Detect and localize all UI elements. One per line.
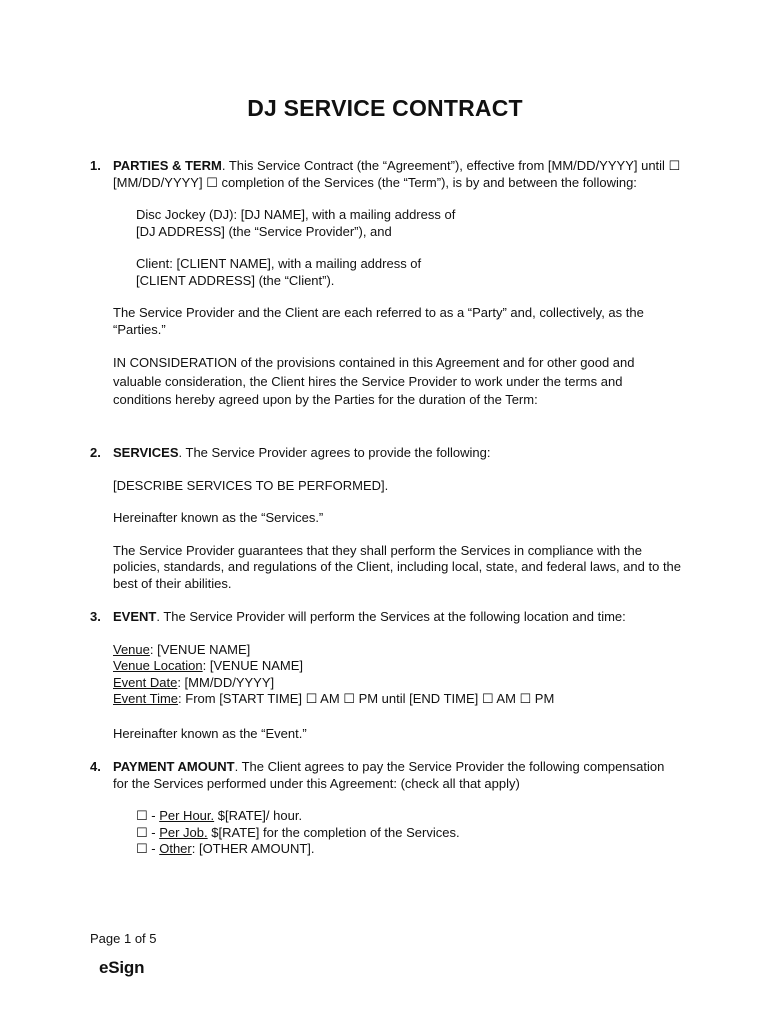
- services-intro-text: . The Service Provider agrees to provide the following:: [178, 445, 491, 460]
- per-job-value: $[RATE] for the completion of the Services.: [207, 824, 460, 840]
- payment-option-per-job[interactable]: [136, 825, 683, 842]
- client-line-1: Client: [CLIENT NAME], with a mailing address of: [136, 256, 422, 271]
- per-hour-label: Per Hour.: [159, 808, 215, 823]
- event-date-label: Event Date: [113, 674, 178, 690]
- section-payment-amount: [90, 759, 690, 858]
- services-intro: [113, 445, 683, 462]
- event-intro-text: . The Service Provider will perform the Services at the following location and time:: [156, 609, 626, 624]
- other-label: Other: [159, 841, 192, 856]
- payment-intro-text: . The Client agrees to pay the Service Provider the following compensation for the Services performed under this Agreement: (check all that apply): [113, 759, 665, 791]
- venue-label: Venue: [113, 641, 150, 657]
- section-label: EVENT: [113, 609, 157, 624]
- section-services: [90, 445, 690, 592]
- parties-intro-text: . This Service Contract (the “Agreement”), effective from [MM/DD/YYYY] until ☐ [MM/DD/YYYY] ☐ completion of the Services (the “Term”), is by and between the following:: [113, 158, 681, 190]
- venue-line: [113, 642, 683, 659]
- consideration-clause: IN CONSIDERATION of the provisions contained in this Agreement and for other good and valuable consideration, the Client hires the Service Provider to work under the terms and conditions hereby agreed upon by the Parties for the duration of the Term:: [113, 355, 635, 407]
- section-label: PAYMENT AMOUNT: [113, 759, 235, 774]
- payment-intro: [113, 759, 683, 792]
- per-job-label: Per Job.: [159, 824, 208, 840]
- event-date-line: [113, 675, 683, 692]
- section-label: PARTIES & TERM: [113, 158, 222, 173]
- section-number: 3.: [90, 609, 101, 624]
- document-title: DJ SERVICE CONTRACT: [247, 95, 523, 121]
- section-parties-term: [90, 158, 690, 410]
- per-hour-value: $[RATE]/ hour.: [214, 808, 303, 823]
- event-known-as: Hereinafter known as the “Event.”: [113, 725, 307, 741]
- event-time-label: Event Time: [113, 691, 179, 706]
- section-label: SERVICES: [113, 445, 179, 460]
- services-guarantee: The Service Provider guarantees that they shall perform the Services in compliance with the policies, standards, and regulations of the Client, including local, state, and federal laws, and to the best of their abilities.: [113, 542, 682, 591]
- event-intro: [113, 609, 683, 626]
- dj-line-1: Disc Jockey (DJ): [DJ NAME], with a mailing address of: [136, 207, 456, 222]
- section-number: 2.: [90, 445, 101, 460]
- esign-logo: eSign: [99, 958, 145, 977]
- venue-location-value: : [VENUE NAME]: [202, 658, 304, 673]
- venue-location-line: [113, 658, 683, 675]
- payment-option-per-hour[interactable]: [136, 808, 683, 825]
- services-placeholder: [DESCRIBE SERVICES TO BE PERFORMED].: [113, 477, 389, 493]
- payment-option-other[interactable]: [136, 841, 683, 858]
- event-date-value: : [MM/DD/YYYY]: [177, 674, 275, 690]
- event-time-value: : From [START TIME] ☐ AM ☐ PM until [END TIME] ☐ AM ☐ PM: [178, 691, 555, 706]
- checkbox-icon[interactable]: ☐ -: [136, 841, 160, 856]
- section-number: 1.: [90, 158, 101, 173]
- checkbox-icon[interactable]: ☐ -: [136, 808, 160, 823]
- other-value: : [OTHER AMOUNT].: [191, 841, 315, 856]
- parties-definition: The Service Provider and the Client are each referred to as a “Party” and, collectively, as the “Parties.”: [113, 305, 644, 337]
- section-event: [90, 609, 690, 742]
- parties-intro: [113, 158, 683, 191]
- page-number: Page 1 of 5: [90, 931, 157, 946]
- checkbox-icon[interactable]: ☐ -: [136, 824, 160, 840]
- dj-line-2: [DJ ADDRESS] (the “Service Provider”), and: [136, 223, 392, 239]
- services-known-as: Hereinafter known as the “Services.”: [113, 510, 324, 525]
- event-time-line: [113, 691, 683, 708]
- venue-location-label: Venue Location: [113, 658, 203, 673]
- venue-value: : [VENUE NAME]: [149, 641, 251, 657]
- client-line-2: [CLIENT ADDRESS] (the “Client”).: [136, 272, 335, 288]
- section-number: 4.: [90, 759, 101, 774]
